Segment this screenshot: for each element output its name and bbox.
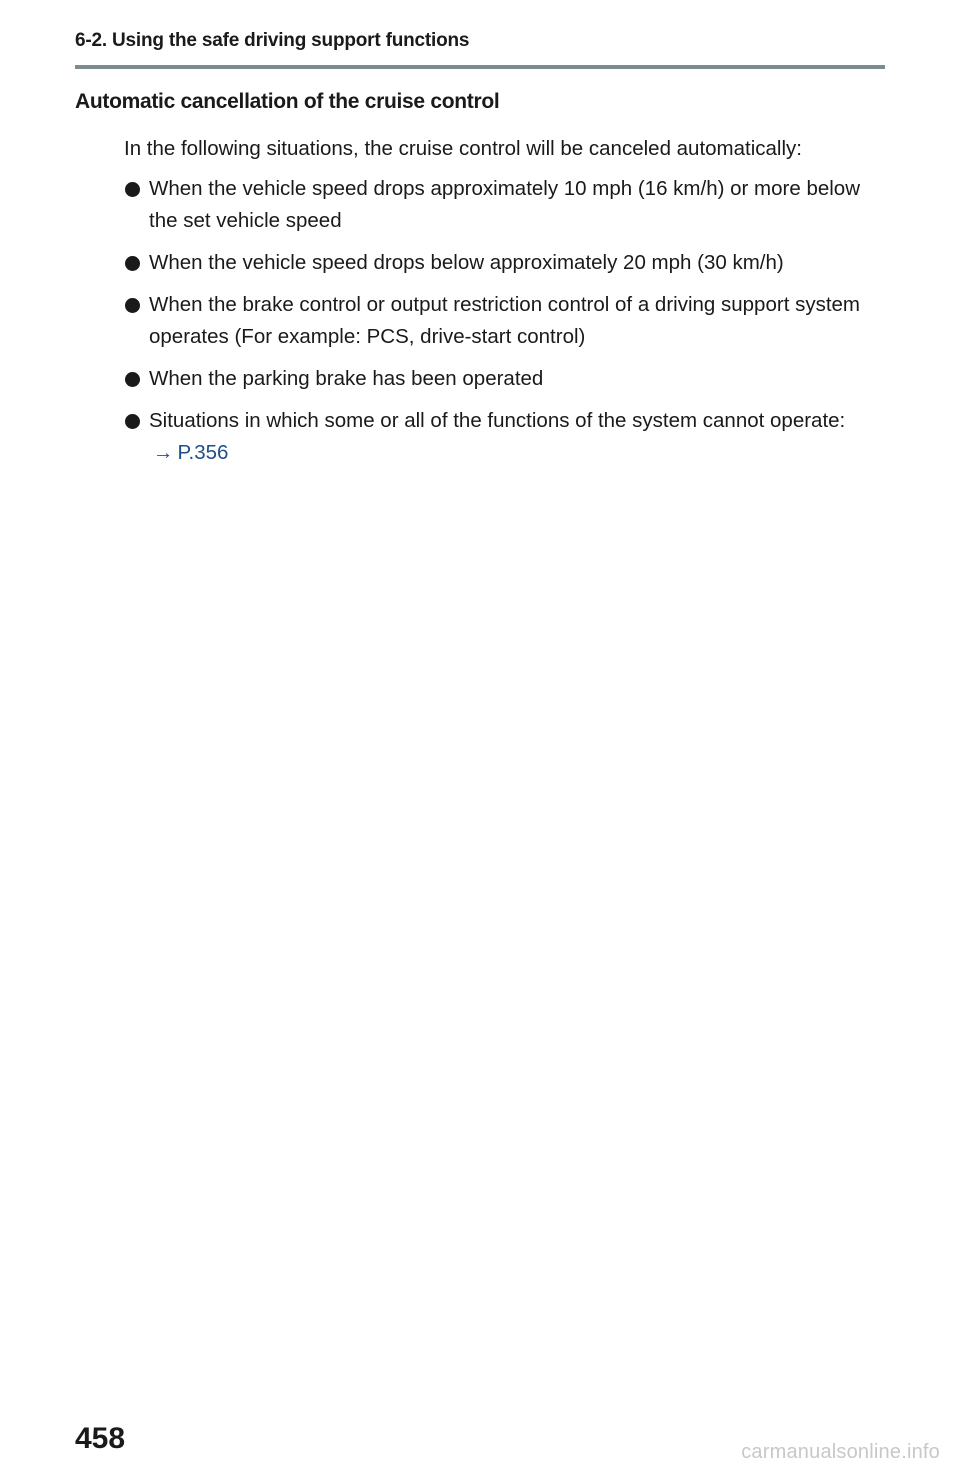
list-item <box>124 405 869 469</box>
list-item-text: Situations in which some or all of the functions of the system cannot operate: <box>149 409 846 432</box>
arrow-right-icon: → <box>153 441 174 464</box>
list-item <box>124 247 869 279</box>
list-item-text: When the parking brake has been operated <box>149 367 544 390</box>
bullet-icon <box>125 372 140 387</box>
bullet-icon <box>125 414 140 429</box>
page-reference-link[interactable]: P.356 <box>177 441 229 464</box>
list-item <box>124 173 869 237</box>
list-item <box>124 363 869 395</box>
section-header-title: 6-2. Using the safe driving support functions <box>75 30 470 51</box>
cancellation-conditions-list <box>124 173 869 479</box>
bullet-icon <box>125 182 140 197</box>
list-item-text: When the vehicle speed drops approximately 10 mph (16 km/h) or more below the set vehicle speed <box>149 177 861 232</box>
list-item-text: When the vehicle speed drops below approximately 20 mph (30 km/h) <box>149 251 784 274</box>
page-number: 458 <box>75 1422 126 1455</box>
intro-paragraph: In the following situations, the cruise control will be canceled automatically: <box>124 137 802 160</box>
list-item <box>124 289 869 353</box>
bullet-icon <box>125 256 140 271</box>
section-heading: Automatic cancellation of the cruise control <box>75 90 500 113</box>
watermark: carmanualsonline.info <box>741 1441 940 1463</box>
header-divider <box>75 65 885 69</box>
list-item-text: When the brake control or output restriction control of a driving support system operates (For example: PCS, drive-start control) <box>149 293 861 348</box>
bullet-icon <box>125 298 140 313</box>
